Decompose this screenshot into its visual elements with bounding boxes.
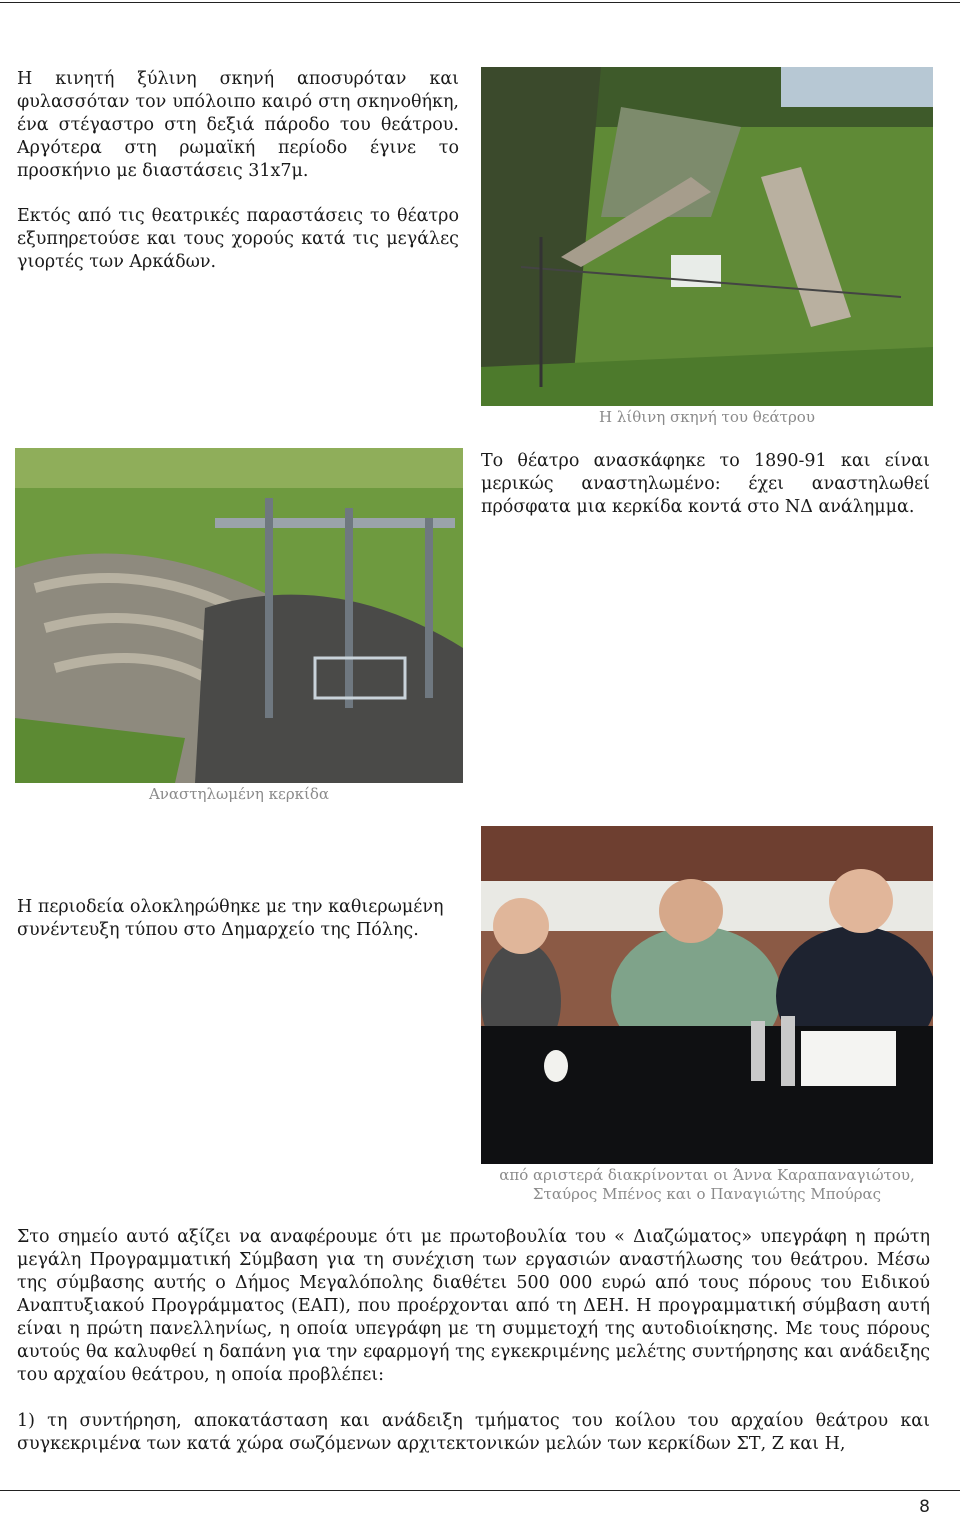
top-rule [0,2,960,3]
restored-tier-photo [15,448,463,783]
caption-restored-tier: Αναστηλωμένη κερκίδα [148,785,330,803]
paragraph-excavation: Το θέατρο ανασκάφηκε το 1890-91 και είναι μερικώς αναστηλωμένο: έχει αναστηλωθεί πρόσφατα μια κερκίδα κοντά στο ΝΔ ανάλημμα. [481,451,930,517]
paragraph-stage-history: Η κινητή ξύλινη σκηνή αποσυρόταν και φυλασσόταν τον υπόλοιπο καιρό στη σκηνοθήκη, ένα στέγαστρο στη δεξιά πάροδο του θεάτρου. Αργότερα στη ρωμαϊκή περίοδο έγινε το προσκήνιο με διαστάσεις 31x7μ. [17,69,459,181]
caption-press-conference [481,1166,933,1204]
paragraph-list-item-1: 1) τη συντήρηση, αποκατάσταση και ανάδειξη τμήματος του κοίλου του αρχαίου θεάτρου και συγκεκριμένα των κατά χώρα σωζόμενων αρχιτεκτονικών μελών των κερκίδων ΣΤ, Ζ και Η, [17,1411,930,1454]
stone-stage-photo [481,67,933,406]
paragraph-program-contract: Στο σημείο αυτό αξίζει να αναφέρουμε ότι με πρωτοβουλία του « Διαζώματος» υπεγράφη η πρώτη μεγάλη Προγραμματική Σύμβαση για τη συνέχιση των εργασιών αναστήλωσης του θεάτρου. Μέσω της σύμβασης αυτής ο Δήμος Μεγαλόπολης διαθέτει 500 000 ευρώ από τους πόρους του Ειδικού Αναπτυξιακού Προγράμματος (ΕΑΠ), που προέρχονται από τη ΔΕΗ. Η προγραμματική σύμβαση αυτή είναι η πρώτη πανελληνίως, η οποία υπεγράφη με τη συμμετοχή της αυτοδιοίκησης. Με τους πόρους αυτούς θα καλυφθεί η δαπάνη για την εφαρμογή της εγκεκριμένης μελέτης συντήρησης και ανάδειξης του αρχαίου θεάτρου, η οποία προβλέπει: [17,1227,930,1385]
page-number: 8 [919,1497,930,1517]
bottom-rule [0,1490,960,1491]
caption-line-1: από αριστερά διακρίνονται οι Άννα Καραπαναγιώτου, [499,1166,915,1184]
paragraph-press-conference: Η περιοδεία ολοκληρώθηκε με την καθιερωμένη συνέντευξη τύπου στο Δημαρχείο της Πόλης. [17,897,444,940]
caption-stone-stage: Η λίθινη σκηνή του θεάτρου [599,408,815,426]
paragraph-festivals: Εκτός από τις θεατρικές παραστάσεις το θέατρο εξυπηρετούσε και τους χορούς κατά τις μεγάλες γιορτές των Αρκάδων. [17,206,459,272]
caption-line-2: Σταύρος Μπένος και ο Παναγιώτης Μπούρας [532,1185,882,1203]
press-conference-photo [481,826,933,1164]
